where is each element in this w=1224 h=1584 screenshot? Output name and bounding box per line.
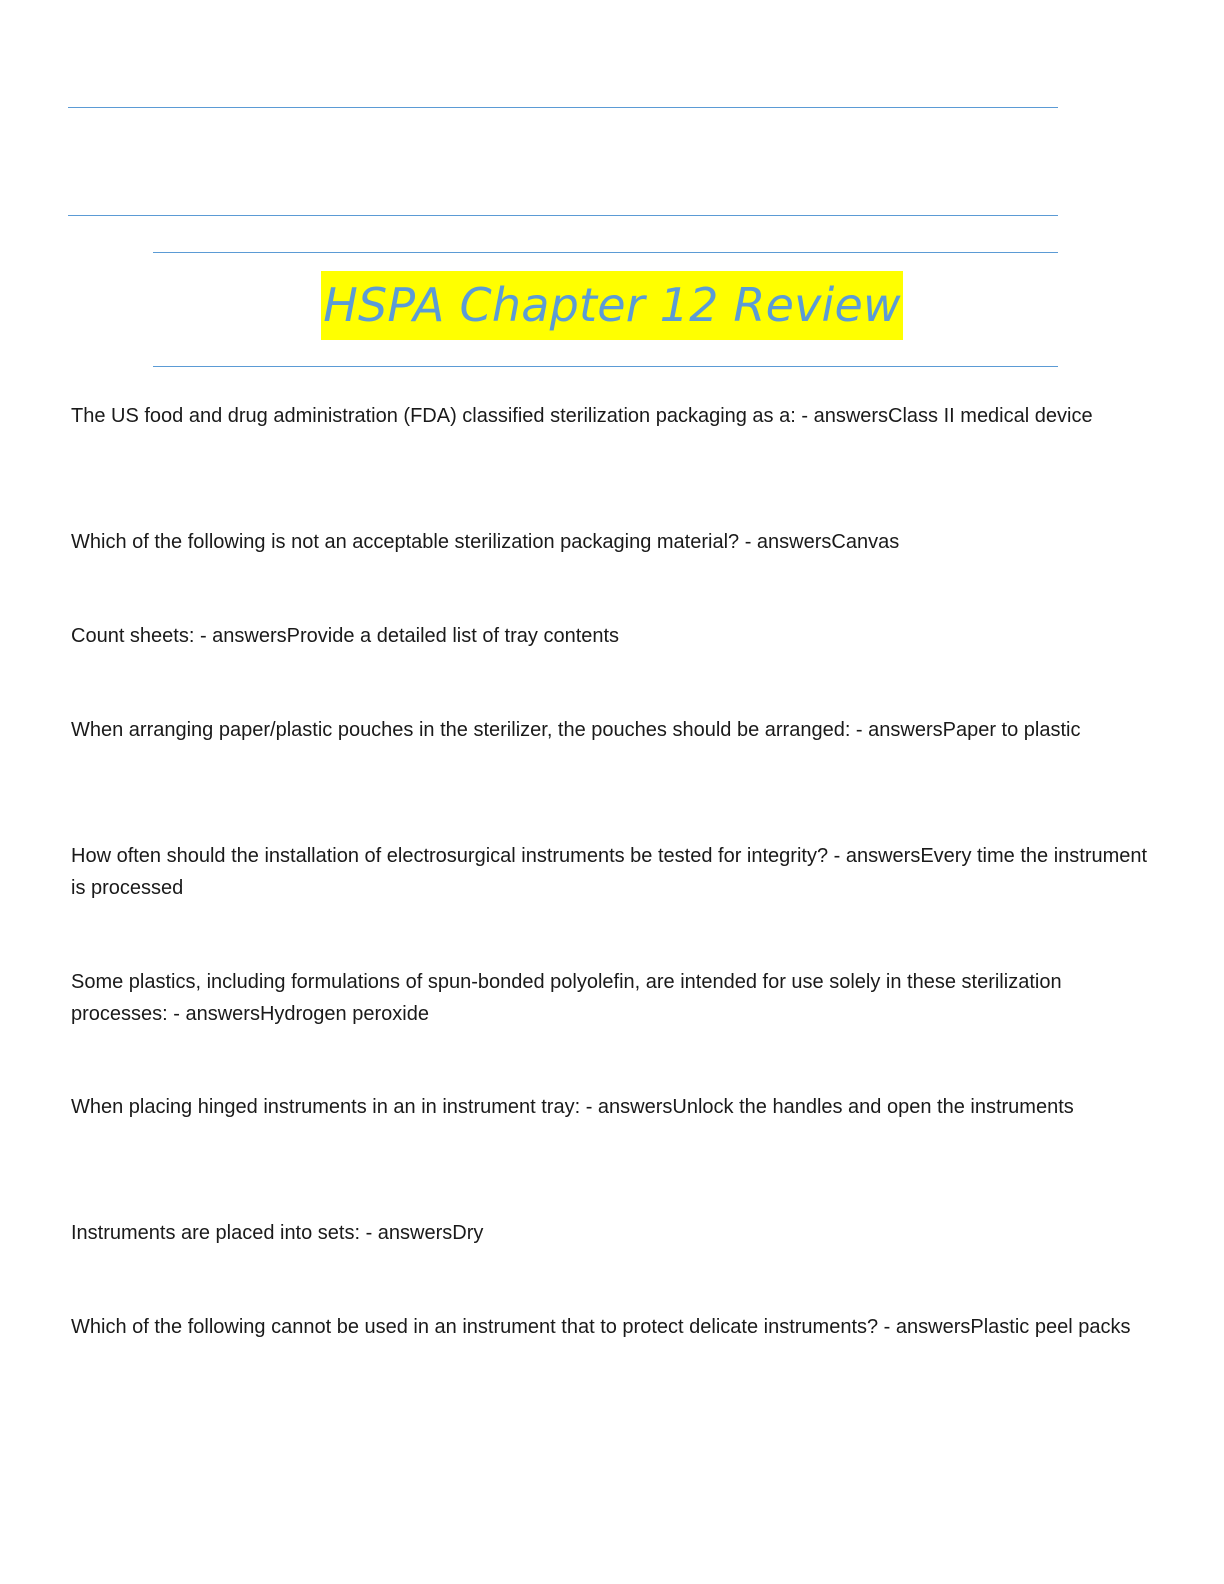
- title-rule-top: [153, 252, 1058, 253]
- title-rule-bottom: [153, 366, 1058, 367]
- title-container: [0, 271, 1224, 340]
- header-rule-bottom: [68, 215, 1058, 216]
- qa-item-4: When arranging paper/plastic pouches in the sterilizer, the pouches should be arranged: - answersPaper to plastic: [71, 719, 1081, 741]
- document-title: HSPA Chapter 12 Review: [321, 271, 903, 340]
- qa-item-7: When placing hinged instruments in an in instrument tray: - answersUnlock the handles and open the instruments: [71, 1096, 1074, 1118]
- header-rule-top: [68, 107, 1058, 108]
- qa-item-8: Instruments are placed into sets: - answersDry: [71, 1222, 484, 1244]
- qa-item-1: The US food and drug administration (FDA) classified sterilization packaging as a: - answersClass II medical device: [71, 405, 1093, 427]
- qa-item-6: Some plastics, including formulations of spun-bonded polyolefin, are intended for use solely in these sterilization processes: - answersHydrogen peroxide: [71, 971, 1062, 1025]
- qa-item-3: Count sheets: - answersProvide a detailed list of tray contents: [71, 625, 620, 647]
- qa-item-9: Which of the following cannot be used in an instrument that to protect delicate instruments? - answersPlastic peel packs: [71, 1316, 1131, 1338]
- qa-item-5: How often should the installation of electrosurgical instruments be tested for integrity? - answersEvery time the instrument is processed: [71, 845, 1148, 899]
- qa-item-2: Which of the following is not an acceptable sterilization packaging material? - answersCanvas: [71, 531, 900, 553]
